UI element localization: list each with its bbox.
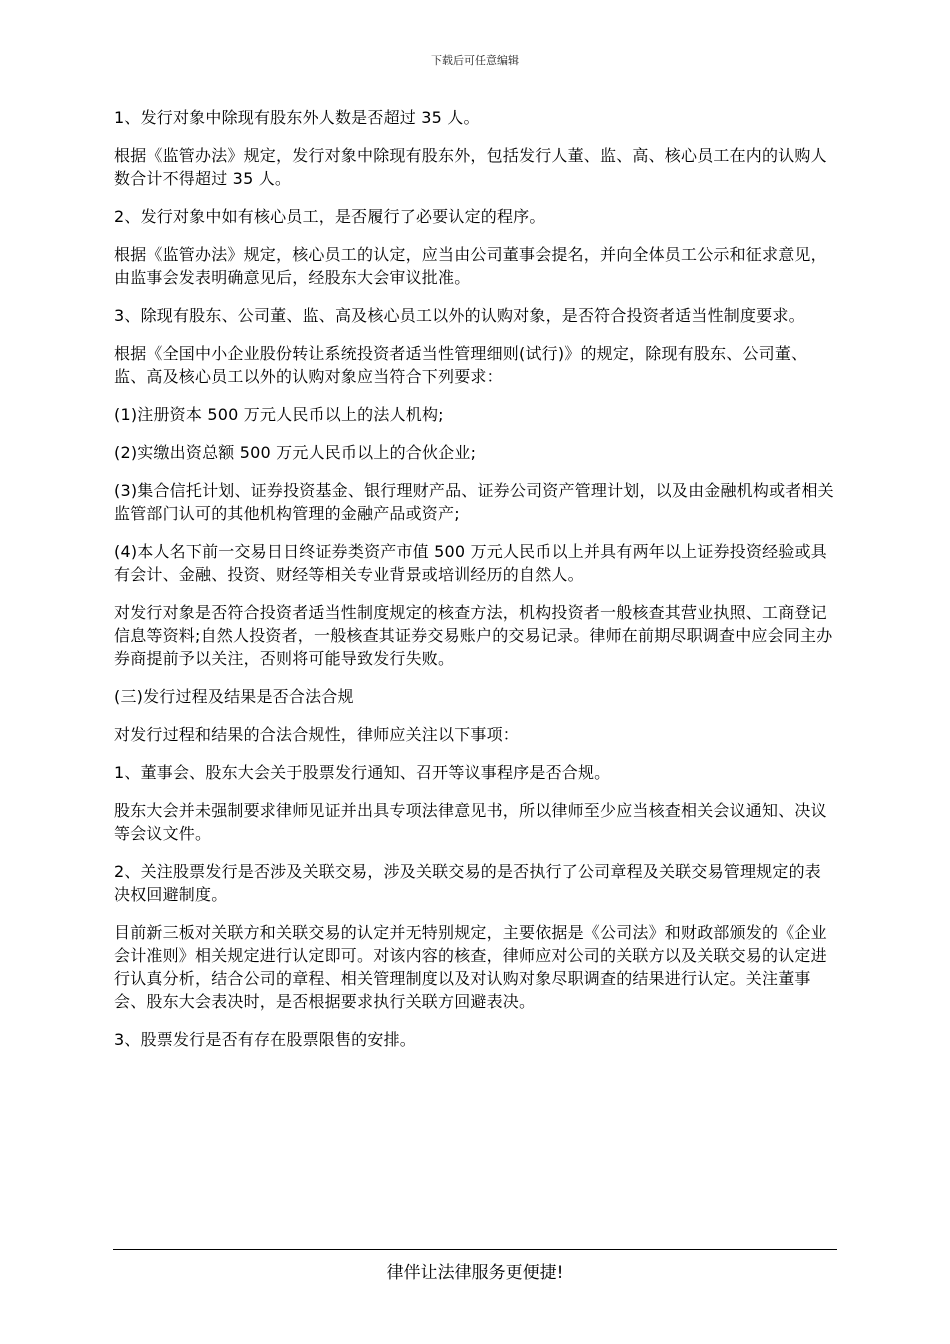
paragraph: 2、关注股票发行是否涉及关联交易，涉及关联交易的是否执行了公司章程及关联交易管理规定的表决权回避制度。 xyxy=(114,862,821,904)
page-header: 下载后可任意编辑 xyxy=(431,54,519,67)
paragraph: 2、发行对象中如有核心员工，是否履行了必要认定的程序。 xyxy=(114,207,546,226)
paragraph: 对发行对象是否符合投资者适当性制度规定的核查方法，机构投资者一般核查其营业执照、工商登记信息等资料;自然人投资者，一般核查其证券交易账户的交易记录。律师在前期尽职调查中应会同主办券商提前予以关注，否则将可能导致发行失败。 xyxy=(114,603,833,668)
paragraph: 对发行过程和结果的合法合规性，律师应关注以下事项： xyxy=(114,725,520,744)
paragraph: 根据《监管办法》规定，核心员工的认定，应当由公司董事会提名，并向全体员工公示和征求意见，由监事会发表明确意见后，经股东大会审议批准。 xyxy=(114,245,827,287)
list-item: (4)本人名下前一交易日日终证券类资产市值 500 万元人民币以上并具有两年以上证券投资经验或具有会计、金融、投资、财经等相关专业背景或培训经历的自然人。 xyxy=(114,542,827,584)
list-item: (1)注册资本 500 万元人民币以上的法人机构; xyxy=(114,405,444,424)
footer-divider xyxy=(113,1249,837,1250)
paragraph: 3、除现有股东、公司董、监、高及核心员工以外的认购对象，是否符合投资者适当性制度要求。 xyxy=(114,306,805,325)
paragraph: 1、发行对象中除现有股东外人数是否超过 35 人。 xyxy=(114,108,480,127)
paragraph: 目前新三板对关联方和关联交易的认定并无特别规定，主要依据是《公司法》和财政部颁发的《企业会计准则》相关规定进行认定即可。对该内容的核查，律师应对公司的关联方以及关联交易的认定进行认真分析，结合公司的章程、相关管理制度以及对认购对象尽职调查的结果进行认定。关注董事会、股东大会表决时，是否根据要求执行关联方回避表决。 xyxy=(114,923,827,1011)
paragraph: 1、董事会、股东大会关于股票发行通知、召开等议事程序是否合规。 xyxy=(114,763,611,782)
paragraph: 3、股票发行是否有存在股票限售的安排。 xyxy=(114,1030,416,1049)
section-heading: (三)发行过程及结果是否合法合规 xyxy=(114,687,354,706)
paragraph: 股东大会并未强制要求律师见证并出具专项法律意见书，所以律师至少应当核查相关会议通知、决议等会议文件。 xyxy=(114,801,827,843)
paragraph: 根据《监管办法》规定，发行对象中除现有股东外，包括发行人董、监、高、核心员工在内的认购人数合计不得超过 35 人。 xyxy=(114,146,827,188)
list-item: (2)实缴出资总额 500 万元人民币以上的合伙企业; xyxy=(114,443,477,462)
list-item: (3)集合信托计划、证券投资基金、银行理财产品、证券公司资产管理计划，以及由金融机构或者相关监管部门认可的其他机构管理的金融产品或资产; xyxy=(114,481,834,523)
paragraph: 根据《全国中小企业股份转让系统投资者适当性管理细则(试行)》的规定，除现有股东、公司董、监、高及核心员工以外的认购对象应当符合下列要求： xyxy=(114,344,808,386)
document-body xyxy=(114,106,836,1066)
footer-slogan: 律伴让法律服务更便捷! xyxy=(386,1263,564,1283)
